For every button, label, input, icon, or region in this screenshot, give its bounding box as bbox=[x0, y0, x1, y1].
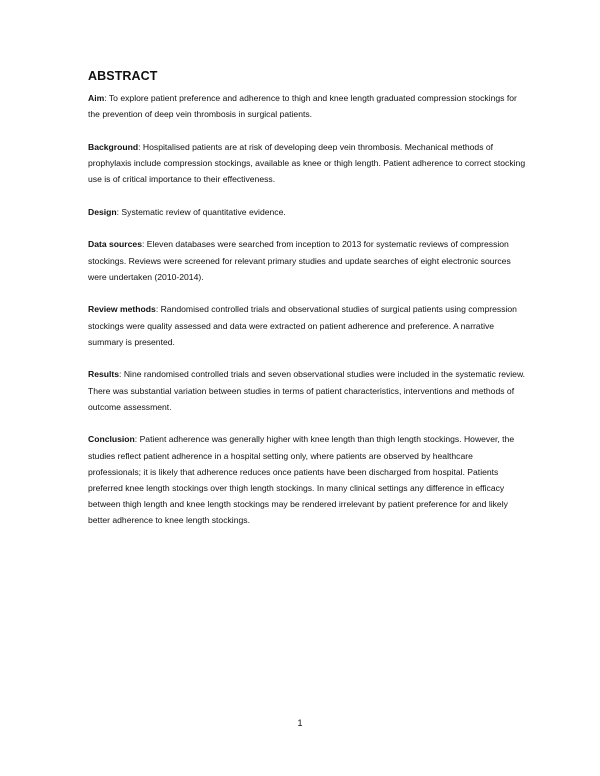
design-text: : Systematic review of quantitative evidence. bbox=[116, 206, 286, 217]
background-paragraph bbox=[88, 139, 528, 188]
design-label: Design bbox=[88, 206, 117, 217]
review-methods-label: Review methods bbox=[88, 304, 156, 315]
conclusion-label: Conclusion bbox=[88, 434, 135, 445]
aim-label: Aim bbox=[88, 93, 105, 103]
conclusion-text: : Patient adherence was generally higher with knee length than thigh length stockings. However, the studies reflect patient adherence in a hospital setting only, where patients are observed by healthcare professionals; it is likely that adherence reduces once patients have been discharged from hospital. Patients preferred knee length stockings over thigh length stockings. In many clinical settings any difference in efficacy between thigh length and knee length stockings may be rendered irrelevant by patient preference for and likely better adherence to knee length stockings. bbox=[88, 434, 515, 526]
review-methods-text: : Randomised controlled trials and observational studies of surgical patients using compression stockings were quality assessed and data were extracted on patient adherence and preference. A narrative summary is presented. bbox=[88, 304, 517, 347]
results-label: Results bbox=[88, 369, 120, 380]
abstract-heading: ABSTRACT bbox=[88, 69, 158, 83]
aim-paragraph bbox=[88, 90, 528, 122]
background-text: : Hospitalised patients are at risk of developing deep vein thrombosis. Mechanical methods of prophylaxis include compression stockings, available as knee or thigh length. Patient adherence to correct stocking use is of critical importance to their effectiveness. bbox=[88, 141, 526, 185]
design-paragraph bbox=[88, 204, 528, 220]
page-number: 1 bbox=[297, 718, 303, 728]
data-sources-text: : Eleven databases were searched from inception to 2013 for systematic reviews of compression stockings. Reviews were screened for relevant primary studies and update searches of eight electronic sources were undertaken (2010-2014). bbox=[88, 239, 511, 282]
results-text: : Nine randomised controlled trials and seven observational studies were included in the systematic review. There was substantial variation between studies in terms of patient characteristics, interventions and methods of outcome assessment. bbox=[88, 369, 526, 412]
background-label: Background bbox=[88, 141, 139, 152]
data-sources-label: Data sources bbox=[88, 239, 142, 250]
abstract-body bbox=[88, 90, 528, 545]
aim-text: : To explore patient preference and adherence to thigh and knee length graduated compression stockings for the prevention of deep vein thrombosis in surgical patients. bbox=[88, 93, 517, 120]
review-methods-paragraph bbox=[88, 301, 528, 350]
results-paragraph bbox=[88, 366, 528, 415]
data-sources-paragraph bbox=[88, 236, 528, 285]
conclusion-paragraph bbox=[88, 431, 528, 528]
